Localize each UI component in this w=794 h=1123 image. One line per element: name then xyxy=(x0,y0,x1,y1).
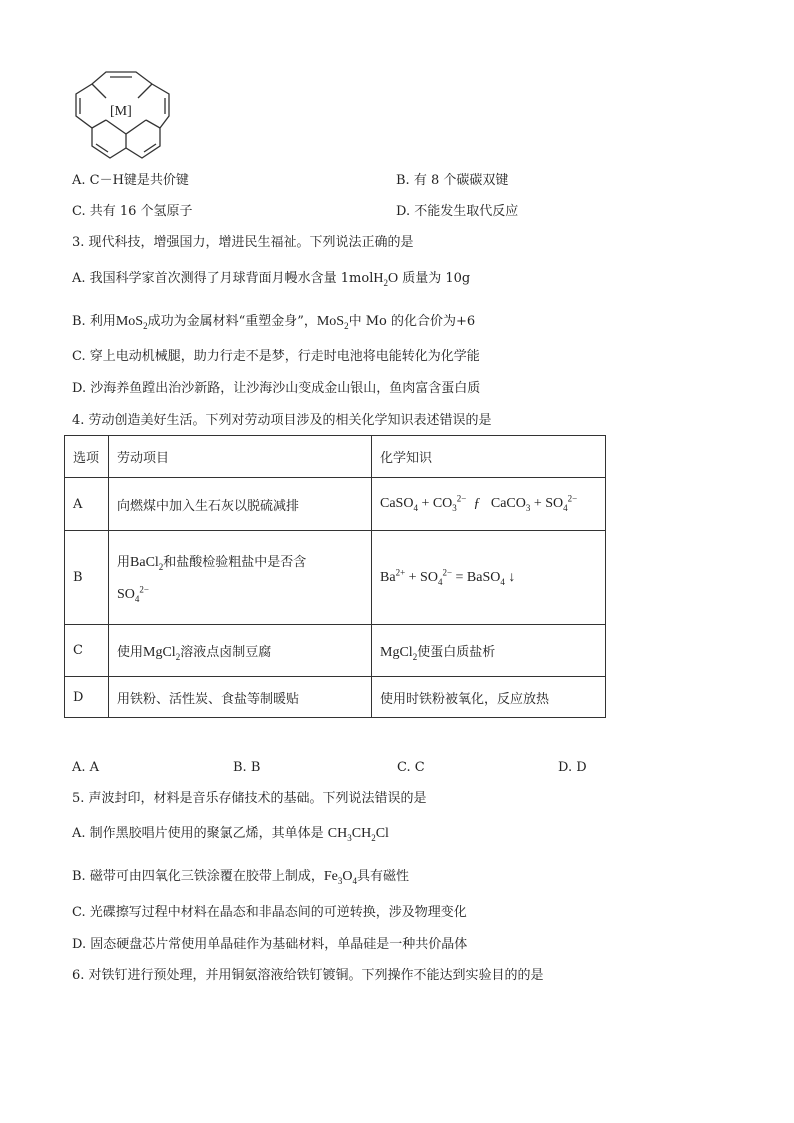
q2-option-a: A. C－H键是共价键 xyxy=(72,173,189,188)
q5-option-b: B. 磁带可由四氧化三铁涂覆在胶带上制成，$Fe_3O_4$具有磁性 xyxy=(72,869,409,886)
q6-stem: 6. 对铁钉进行预处理，并用铜氨溶液给铁钉镀铜。下列操作不能达到实验目的的是 xyxy=(72,968,544,983)
equation-b: $Ba^{2+} + SO_4^{2-}$ = BaSO$_4$ ↓ xyxy=(372,531,606,625)
q2-option-c: C. 共有 16 个氢原子 xyxy=(72,204,193,219)
q5-stem: 5. 声波封印，材料是音乐存储技术的基础。下列说法错误的是 xyxy=(72,791,427,806)
equation-a: CaSO$_4$ + $CO_3^{2-}$ ƒ CaCO$_3$ + $SO_4^{2-}$ xyxy=(372,478,606,531)
table-row: C 使用MgCl$_2$溶液点卤制豆腐 MgCl$_2$使蛋白质盐析 xyxy=(65,625,606,677)
q3-option-a: A. 我国科学家首次测得了月球背面月幔水含量 1molH$_2$O 质量为 10g xyxy=(72,271,471,288)
metal-center-label: [M] xyxy=(110,104,132,119)
header-task: 劳动项目 xyxy=(109,436,372,478)
q3-option-d: D. 沙海养鱼蹚出治沙新路，让沙海沙山变成金山银山，鱼肉富含蛋白质 xyxy=(72,381,481,396)
q4-table xyxy=(64,435,606,718)
header-option: 选项 xyxy=(65,436,109,478)
q4-answer-a: A. A xyxy=(72,760,100,775)
table-row: A 向燃煤中加入生石灰以脱硫减排 CaSO$_4$ + $CO_3^{2-}$ ƒ CaCO$_3$ + $SO_4^{2-}$ xyxy=(65,478,606,531)
q4-answer-d: D. D xyxy=(558,760,587,775)
table-header-row xyxy=(65,436,606,478)
molecule-structure xyxy=(72,64,182,168)
q5-option-c: C. 光碟擦写过程中材料在晶态和非晶态间的可逆转换，涉及物理变化 xyxy=(72,905,467,920)
q4-stem: 4. 劳动创造美好生活。下列对劳动项目涉及的相关化学知识表述错误的是 xyxy=(72,413,492,428)
q3-option-b: B. 利用MoS$_2$成功为金属材料“重塑金身”，MoS$_2$中 Mo 的化合价为+6 xyxy=(72,314,476,331)
q3-stem: 3. 现代科技，增强国力，增进民生福祉。下列说法正确的是 xyxy=(72,235,414,250)
q4-answer-b: B. B xyxy=(233,760,261,775)
header-knowledge: 化学知识 xyxy=(372,436,606,478)
table-row: D 用铁粉、活性炭、食盐等制暖贴 使用时铁粉被氧化，反应放热 xyxy=(65,677,606,718)
q3-option-c: C. 穿上电动机械腿，助力行走不是梦，行走时电池将电能转化为化学能 xyxy=(72,349,480,364)
q5-option-a: A. 制作黑胶唱片使用的聚氯乙烯，其单体是 $CH_3CH_2Cl$ xyxy=(72,826,389,843)
q5-option-d: D. 固态硬盘芯片常使用单晶硅作为基础材料，单晶硅是一种共价晶体 xyxy=(72,937,468,952)
q4-answer-c: C. C xyxy=(397,760,425,775)
q2-option-b: B. 有 8 个碳碳双键 xyxy=(396,173,509,188)
table-row: B 用BaCl$_2$和盐酸检验粗盐中是否含 $SO_4^{2-}$ $Ba^{2+} + SO_4^{2-}$ = BaSO$_4$ ↓ xyxy=(65,531,606,625)
q2-option-d: D. 不能发生取代反应 xyxy=(396,204,519,219)
